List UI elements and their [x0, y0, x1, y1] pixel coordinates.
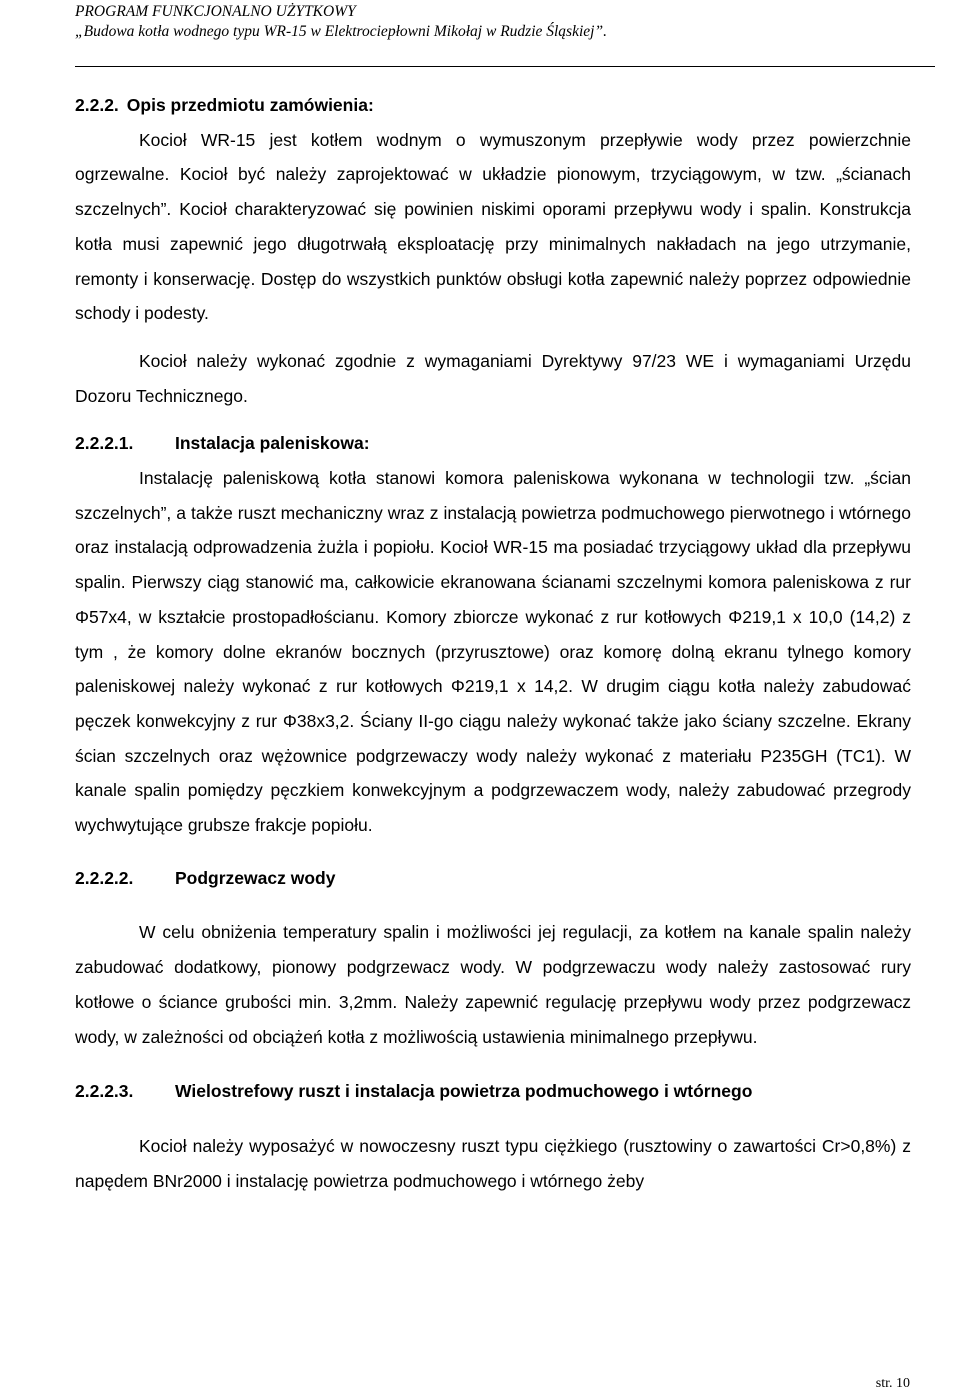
header-program-title: PROGRAM FUNKCJONALNO UŻYTKOWY — [75, 3, 356, 20]
header-divider — [75, 66, 935, 67]
section-heading — [75, 426, 911, 461]
section-title: Podgrzewacz wody — [175, 867, 336, 888]
page-number: str. 10 — [875, 1376, 910, 1391]
paragraph: Kocioł WR-15 jest kotłem wodnym o wymuszonym przepływie wody przez powierzchnie ogrzewalne. Kocioł być należy zaprojektować w układzie pionowym, trzyciągowym, w tzw. „ścianach szczelnych”. Kocioł charakteryzować się powinien niskimi oporami przepływu wody i spalin. Konstrukcja kotła musi zapewnić jego długotrwałą eksploatację przy minimalnych nakładach na jego utrzymanie, remonty i konserwację. Dostęp do wszystkich punktów obsługi kotła zapewnić należy poprzez odpowiednie schody i podesty. — [75, 129, 911, 324]
section-number: 2.2.2.3. — [75, 1081, 134, 1102]
paragraph: Instalację paleniskową kotła stanowi komora paleniskowa wykonana w technologii tzw. „ścian szczelnych”, a także ruszt mechaniczny wraz z instalacją powietrza podmuchowego pierwotnego i wtórnego oraz instalacją odprowadzenia żużla i popiołu. Kocioł WR-15 ma posiadać trzyciągowy układ dla przepływu spalin. Pierwszy ciąg stanowić ma, całkowicie ekranowana ścianami szczelnymi komora paleniskowa z rur Φ57x4, w kształcie prostopadłościanu. Komory zbiorcze wykonać z rur kotłowych Φ219,1 x 10,0 (14,2) z tym , że komory dolne ekranów bocznych (przyrusztowe) oraz komorę dolną ekranu tylnego komory paleniskowej należy wykonać z rur kotłowych Φ219,1 x 14,2. W drugim ciągu kotła należy zabudować pęczek konwekcyjny z rur Φ38x3,2. Ściany II-go ciągu należy wykonać także jako ściany szczelne. Ekrany ścian szczelnych oraz wężownice podgrzewaczy wody należy wykonać z materiału P235GH (TC1). W kanale spalin pomiędzy pęczkiem konwekcyjnym a podgrzewaczem wody, należy zabudować przegrody wychwytujące grubsze frakcje popiołu. — [75, 468, 911, 836]
section-number: 2.2.2. — [75, 95, 119, 115]
paragraph: Kocioł należy wyposażyć w nowoczesny ruszt typu ciężkiego (rusztowiny o zawartości Cr>0,8%) z napędem BNr2000 i instalację powietrza podmuchowego i wtórnego żeby — [75, 1135, 911, 1191]
section-number: 2.2.2.2. — [75, 867, 134, 888]
document-body — [75, 88, 911, 1198]
section-heading — [75, 861, 911, 896]
section-heading — [75, 88, 911, 123]
section-title: Opis przedmiotu zamówienia: — [126, 95, 374, 115]
section-title: Instalacja paleniskowa: — [175, 433, 370, 454]
section-heading — [75, 1074, 911, 1109]
document-header — [75, 2, 935, 42]
paragraph: Kocioł należy wykonać zgodnie z wymaganiami Dyrektywy 97/23 WE i wymaganiami Urzędu Dozoru Technicznego. — [75, 350, 911, 406]
section-number: 2.2.2.1. — [75, 433, 134, 454]
header-project-title: „Budowa kotła wodnego typu WR-15 w Elektrociepłowni Mikołaj w Rudzie Śląskiej”. — [75, 23, 607, 40]
paragraph: W celu obniżenia temperatury spalin i możliwości jej regulacji, za kotłem na kanale spalin należy zabudować dodatkowy, pionowy podgrzewacz wody. W podgrzewaczu wody należy zastosować rury kotłowe o ściance grubości min. 3,2mm. Należy zapewnić regulację przepływu wody przez podgrzewacz wody, w zależności od obciążeń kotła z możliwością ustawienia minimalnego przepływu. — [75, 922, 911, 1047]
section-title: Wielostrefowy ruszt i instalacja powietrza podmuchowego i wtórnego — [175, 1081, 753, 1102]
